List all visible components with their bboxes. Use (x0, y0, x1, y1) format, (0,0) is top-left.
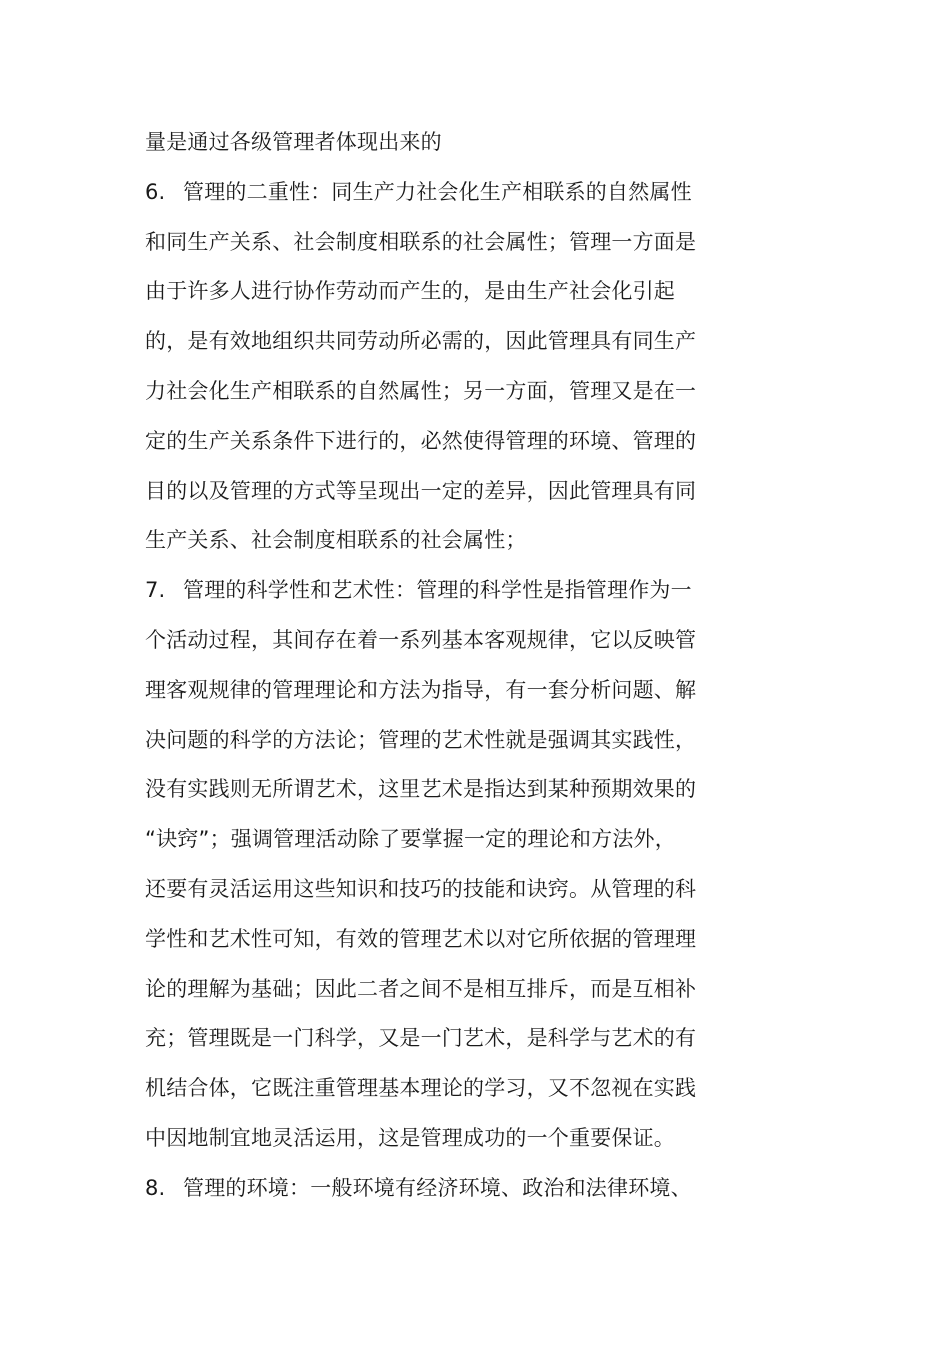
text-line: 定的生产关系条件下进行的，必然使得管理的环境、管理的 (145, 429, 697, 453)
text-line: 力社会化生产相联系的自然属性；另一方面，管理又是在一 (145, 379, 697, 403)
text-line: 生产关系、社会制度相联系的社会属性； (145, 528, 527, 552)
list-item-6 (145, 177, 745, 207)
text-line: 没有实践则无所谓艺术，这里艺术是指达到某种预期效果的 (145, 777, 697, 801)
item-number: 6. (145, 180, 166, 204)
text-line: 中因地制宜地灵活运用，这是管理成功的一个重要保证。 (145, 1126, 675, 1150)
text-line: 管理的环境：一般环境有经济环境、政治和法律环境、 (183, 1176, 692, 1200)
text-line: 管理的科学性和艺术性：管理的科学性是指管理作为一 (183, 578, 692, 602)
text-line: 理客观规律的管理理论和方法为指导，有一套分析问题、解 (145, 678, 697, 702)
list-item-8 (145, 1173, 745, 1203)
item-number: 8. (145, 1176, 166, 1200)
text-line: 量是通过各级管理者体现出来的 (145, 130, 442, 154)
text-line: 学性和艺术性可知，有效的管理艺术以对它所依据的管理理 (145, 927, 697, 951)
text-line: 由于许多人进行协作劳动而产生的，是由生产社会化引起 (145, 279, 675, 303)
text-line: 个活动过程，其间存在着一系列基本客观规律，它以反映管 (145, 628, 697, 652)
text-line: 还要有灵活运用这些知识和技巧的技能和诀窍。从管理的科 (145, 877, 697, 901)
item-number: 7. (145, 578, 166, 602)
text-line: 机结合体，它既注重管理基本理论的学习，又不忽视在实践 (145, 1076, 697, 1100)
text-line: 的，是有效地组织共同劳动所必需的，因此管理具有同生产 (145, 329, 697, 353)
text-line: 目的以及管理的方式等呈现出一定的差异，因此管理具有同 (145, 479, 697, 503)
text-line: 充；管理既是一门科学，又是一门艺术，是科学与艺术的有 (145, 1026, 697, 1050)
text-line: 论的理解为基础；因此二者之间不是相互排斥，而是互相补 (145, 977, 697, 1001)
list-item-7 (145, 575, 745, 605)
text-line: 和同生产关系、社会制度相联系的社会属性；管理一方面是 (145, 230, 697, 254)
text-line: 管理的二重性：同生产力社会化生产相联系的自然属性 (183, 180, 692, 204)
text-line: “诀窍”；强调管理活动除了要掌握一定的理论和方法外， (145, 827, 676, 851)
text-line: 决问题的科学的方法论；管理的艺术性就是强调其实践性， (145, 728, 697, 752)
